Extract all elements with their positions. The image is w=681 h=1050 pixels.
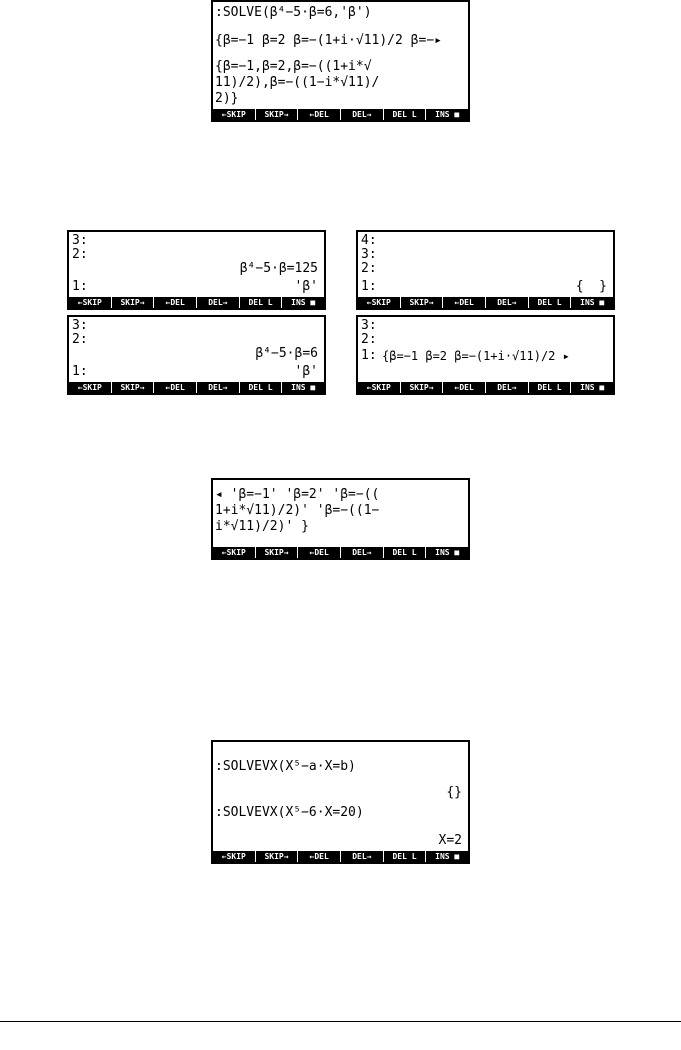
- menu-key-ins[interactable]: INS ■: [435, 548, 460, 557]
- entry-line: :SOLVE(β⁴−5·β=6,'β'): [215, 5, 372, 20]
- soft-menu-bar: [69, 297, 324, 308]
- stack-level-3: 3:: [361, 247, 377, 262]
- stack-value-1: 'β': [294, 279, 318, 294]
- menu-key-skip-right[interactable]: SKIP→: [401, 297, 444, 308]
- stack-level-2: 2:: [72, 332, 88, 347]
- menu-key-del-left[interactable]: ←DEL: [298, 109, 341, 120]
- menu-key-del-line[interactable]: DEL L: [240, 297, 283, 308]
- menu-key-skip-left[interactable]: ←SKIP: [358, 382, 401, 393]
- menu-key-ins[interactable]: INS ■: [580, 298, 605, 307]
- calc-screen-solvevx: [211, 740, 470, 864]
- footer-rule: [0, 1021, 681, 1022]
- stack-value-2: β⁴−5·β=6: [255, 346, 318, 361]
- menu-key-ins[interactable]: INS ■: [291, 298, 316, 307]
- menu-key-del-left[interactable]: ←DEL: [443, 297, 486, 308]
- menu-key-ins[interactable]: INS ■: [435, 110, 460, 119]
- menu-key-del-left[interactable]: ←DEL: [443, 382, 486, 393]
- result-line-pretty: {β=−1 β=2 β=−(1+i·√11)/2 β=−▸: [215, 33, 442, 48]
- menu-key-skip-left[interactable]: ←SKIP: [213, 851, 256, 862]
- stack-level-2: 2:: [361, 332, 377, 347]
- stack-value-1: 'β': [294, 364, 318, 379]
- menu-key-del-line[interactable]: DEL L: [384, 851, 427, 862]
- menu-key-del-right[interactable]: DEL→: [341, 851, 384, 862]
- calc-screen-stack-d: [356, 315, 615, 395]
- menu-key-skip-left[interactable]: ←SKIP: [213, 109, 256, 120]
- stack-level-1: 1:: [361, 348, 377, 363]
- result-line: 2)}: [215, 91, 239, 106]
- stack-value-1: {β=−1 β=2 β=−(1+i·√11)/2 ▸: [382, 349, 570, 363]
- edit-line: i*√11)/2)' }: [215, 519, 309, 534]
- menu-key-del-line[interactable]: DEL L: [529, 382, 572, 393]
- result-line: {β=−1,β=2,β=−((1+i*√: [215, 59, 372, 74]
- stack-level-1: 1:: [361, 279, 377, 294]
- stack-level-1: 1:: [72, 364, 88, 379]
- menu-key-skip-left[interactable]: ←SKIP: [213, 547, 256, 558]
- stack-level-3: 3:: [72, 318, 88, 333]
- soft-menu-bar: [213, 547, 468, 558]
- stack-level-3: 3:: [361, 318, 377, 333]
- menu-key-del-right[interactable]: DEL→: [197, 382, 240, 393]
- menu-key-del-right[interactable]: DEL→: [486, 382, 529, 393]
- menu-key-del-right[interactable]: DEL→: [197, 297, 240, 308]
- calc-screen-stack-b: [356, 230, 615, 310]
- stack-value-1: { }: [575, 279, 607, 294]
- history-result: X=2: [438, 833, 462, 848]
- stack-level-1: 1:: [72, 279, 88, 294]
- menu-key-del-left[interactable]: ←DEL: [154, 382, 197, 393]
- menu-key-del-left[interactable]: ←DEL: [298, 547, 341, 558]
- menu-key-skip-right[interactable]: SKIP→: [256, 547, 299, 558]
- menu-key-skip-right[interactable]: SKIP→: [256, 851, 299, 862]
- menu-key-skip-right[interactable]: SKIP→: [112, 382, 155, 393]
- result-line: 11)/2),β=−((1−i*√11)/: [215, 75, 380, 90]
- menu-key-del-right[interactable]: DEL→: [341, 547, 384, 558]
- soft-menu-bar: [69, 382, 324, 393]
- menu-key-del-line[interactable]: DEL L: [240, 382, 283, 393]
- menu-key-skip-right[interactable]: SKIP→: [112, 297, 155, 308]
- menu-key-skip-right[interactable]: SKIP→: [401, 382, 444, 393]
- menu-key-del-line[interactable]: DEL L: [529, 297, 572, 308]
- menu-key-del-right[interactable]: DEL→: [341, 109, 384, 120]
- soft-menu-bar: [358, 382, 613, 393]
- menu-key-del-left[interactable]: ←DEL: [298, 851, 341, 862]
- calc-screen-stack-c: [67, 315, 326, 395]
- edit-line: ◂ 'β=−1' 'β=2' 'β=−((: [215, 487, 380, 502]
- stack-level-2: 2:: [72, 247, 88, 262]
- menu-key-del-line[interactable]: DEL L: [384, 109, 427, 120]
- stack-level-4: 4:: [361, 233, 377, 248]
- history-entry: :SOLVEVX(X⁵−a·X=b): [215, 759, 356, 774]
- soft-menu-bar: [213, 109, 468, 120]
- stack-level-2: 2:: [361, 261, 377, 276]
- menu-key-del-right[interactable]: DEL→: [486, 297, 529, 308]
- menu-key-del-line[interactable]: DEL L: [384, 547, 427, 558]
- history-entry: :SOLVEVX(X⁵−6·X=20): [215, 805, 364, 820]
- menu-key-skip-left[interactable]: ←SKIP: [358, 297, 401, 308]
- calc-screen-list-edit: [211, 478, 470, 560]
- soft-menu-bar: [358, 297, 613, 308]
- menu-key-skip-left[interactable]: ←SKIP: [69, 297, 112, 308]
- stack-level-3: 3:: [72, 233, 88, 248]
- stack-value-2: β⁴−5·β=125: [239, 261, 318, 276]
- menu-key-skip-left[interactable]: ←SKIP: [69, 382, 112, 393]
- menu-key-ins[interactable]: INS ■: [435, 852, 460, 861]
- soft-menu-bar: [213, 851, 468, 862]
- calc-screen-stack-a: [67, 230, 326, 310]
- menu-key-ins[interactable]: INS ■: [580, 383, 605, 392]
- calc-screen-solve: [211, 0, 470, 122]
- menu-key-skip-right[interactable]: SKIP→: [256, 109, 299, 120]
- menu-key-ins[interactable]: INS ■: [291, 383, 316, 392]
- edit-line: 1+i*√11)/2)' 'β=−((1−: [215, 503, 380, 518]
- history-result: {}: [446, 785, 462, 800]
- menu-key-del-left[interactable]: ←DEL: [154, 297, 197, 308]
